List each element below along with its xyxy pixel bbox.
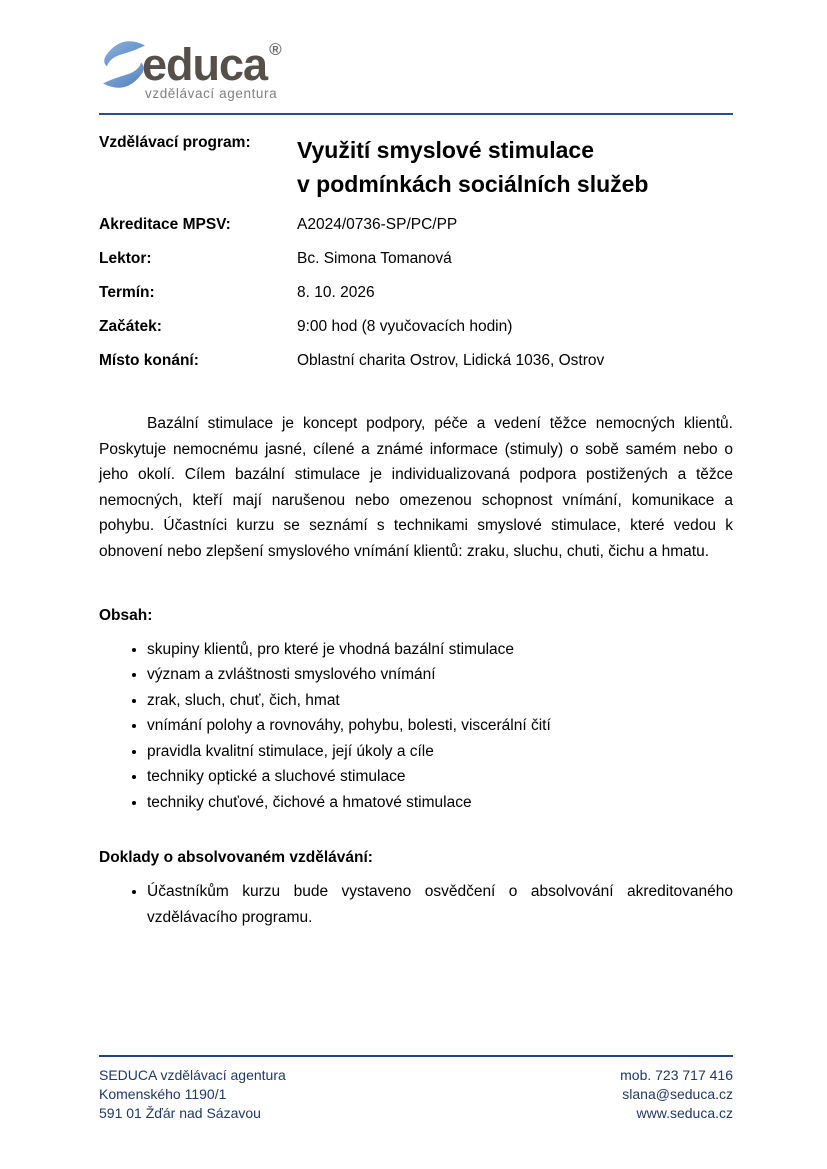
- list-item: • zrak, sluch, chuť, čich, hmat: [147, 688, 733, 714]
- detail-label: Místo konání:: [99, 352, 199, 369]
- list-item: • vnímání polohy a rovnováhy, pohybu, bolesti, viscerální čití: [147, 713, 733, 739]
- footer-email: slana@seduca.cz: [622, 1086, 733, 1102]
- detail-row-misto: [99, 351, 733, 371]
- registered-trademark-icon: ®: [269, 40, 282, 59]
- header-divider: [99, 113, 733, 115]
- detail-value: A2024/0736-SP/PC/PP: [297, 216, 458, 233]
- list-item: • skupiny klientů, pro které je vhodná bazální stimulace: [147, 637, 733, 663]
- doklady-list: [99, 879, 733, 930]
- detail-row-termin: [99, 283, 733, 303]
- list-item: • techniky optické a sluchové stimulace: [147, 764, 733, 790]
- detail-value: 8. 10. 2026: [297, 284, 375, 301]
- detail-value: Bc. Simona Tomanová: [297, 250, 452, 267]
- program-title-line2: v podmínkách sociálních služeb: [297, 171, 649, 197]
- list-item: • pravidla kvalitní stimulace, její úkoly a cíle: [147, 739, 733, 765]
- detail-value: Oblastní charita Ostrov, Lidická 1036, Ostrov: [297, 352, 605, 369]
- footer-contacts: [620, 1066, 733, 1123]
- program-title: [297, 133, 648, 201]
- list-item: • techniky chuťové, čichové a hmatové stimulace: [147, 790, 733, 816]
- detail-label: Lektor:: [99, 250, 152, 267]
- obsah-list: [99, 637, 733, 816]
- footer-phone: mob. 723 717 416: [620, 1067, 733, 1083]
- footer-street: Komenského 1190/1: [99, 1086, 227, 1102]
- footer: [99, 1055, 733, 1123]
- detail-label: Akreditace MPSV:: [99, 216, 231, 233]
- intro-paragraph: Bazální stimulace je koncept podpory, péče a vedení těžce nemocných klientů. Poskytuje nemocnému jasné, cílené a známé informace (stimuly) o sobě samém nebo o jeho okolí. Cílem bazální stimulace je individualizovaná podpora postižených a těžce nemocných, kteří mají narušenou nebo omezenou schopnost vnímání, komunikace a pohybu. Účastníci kurzu se seznámí s technikami smyslové stimulace, které vedou k obnovení nebo zlepšení smyslového vnímání klientů: zraku, sluchu, chuti, čichu a hmatu.: [99, 415, 733, 560]
- detail-label: Začátek:: [99, 318, 162, 335]
- detail-label: Termín:: [99, 284, 155, 301]
- program-title-line1: Využití smyslové stimulace: [297, 137, 595, 163]
- program-details: [99, 133, 733, 371]
- brand-name: educa: [142, 39, 268, 90]
- doklady-heading: Doklady o absolvovaném vzdělávání:: [99, 849, 373, 867]
- detail-row-program: [99, 133, 733, 201]
- detail-row-zacatek: [99, 317, 733, 337]
- footer-agency-name: SEDUCA vzdělávací agentura: [99, 1067, 286, 1083]
- list-item: • Účastníkům kurzu bude vystaveno osvědčení o absolvování akreditovaného vzdělávacího programu.: [147, 879, 733, 930]
- seduca-logo: [99, 36, 733, 100]
- list-item: • význam a zvláštnosti smyslového vnímání: [147, 662, 733, 688]
- detail-row-akreditace: [99, 215, 733, 235]
- footer-address: [99, 1066, 286, 1123]
- brand-tagline: vzdělávací agentura: [145, 86, 278, 101]
- footer-city: 591 01 Žďár nad Sázavou: [99, 1105, 261, 1121]
- detail-label: Vzdělávací program:: [99, 134, 251, 151]
- detail-value: 9:00 hod (8 vyučovacích hodin): [297, 318, 513, 335]
- obsah-heading: Obsah:: [99, 606, 153, 624]
- detail-row-lektor: [99, 249, 733, 269]
- footer-website: www.seduca.cz: [636, 1105, 733, 1121]
